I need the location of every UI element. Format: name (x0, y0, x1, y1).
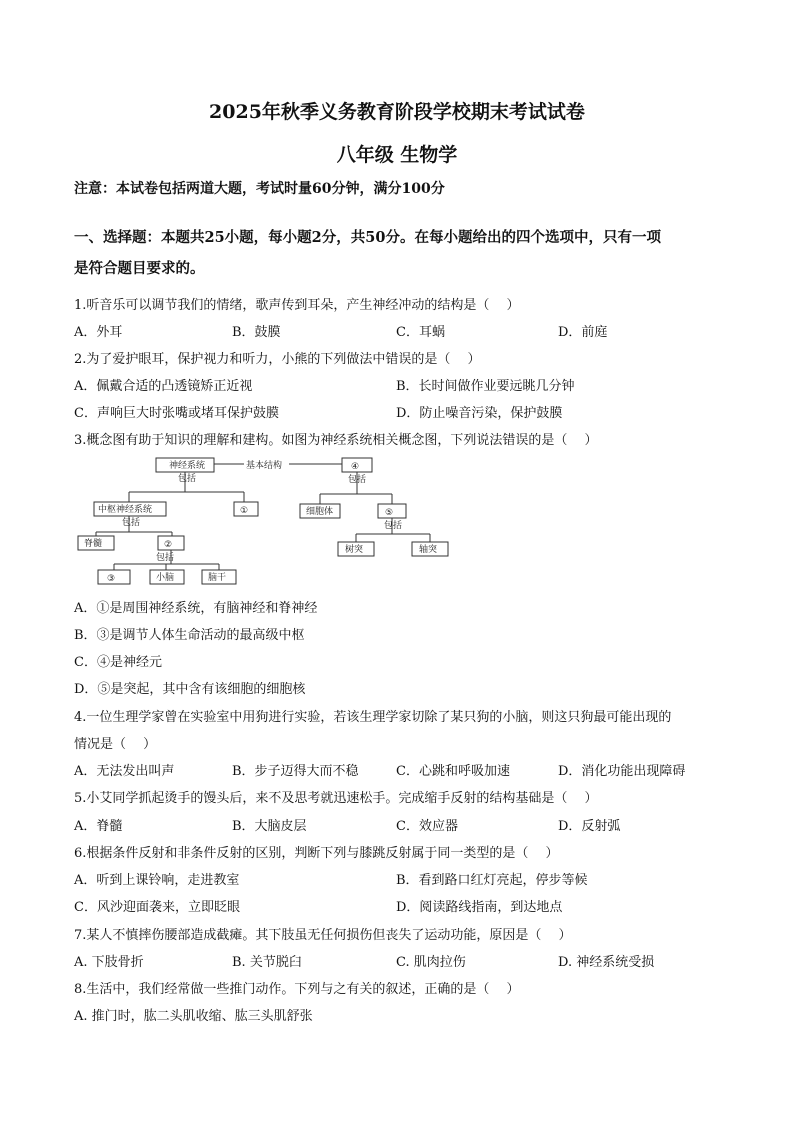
question-4-stem: 4.一位生理学家曾在实验室中用狗进行实验，若该生理学家切除了某只狗的小脑，则这只狗最可能出现的 (74, 710, 672, 725)
question-5-option-c: C．效应器 (396, 819, 458, 834)
question-2-stem: 2.为了爱护眼耳，保护视力和听力，小熊的下列做法中错误的是（ ） (74, 352, 481, 367)
question-4-option-d: D．消化功能出现障碍 (558, 764, 686, 779)
diagram-node-brainstem-label: 脑干 (208, 573, 227, 583)
question-2-option-b: B．长时间做作业要远眺几分钟 (396, 379, 575, 394)
exam-subtitle: 八年级 生物学 (336, 144, 458, 166)
question-4-option-c: C．心跳和呼吸加速 (396, 764, 510, 779)
question-4-option-b: B．步子迈得大而不稳 (232, 764, 359, 779)
diagram-node-dendrite-label: 树突 (345, 545, 364, 555)
section-heading-line1: 一、选择题：本题共25小题，每小题2分，共50分。在每小题给出的四个选项中，只有一项 (74, 229, 661, 246)
question-7-option-b: B. 关节脱臼 (232, 955, 302, 970)
question-8-stem: 8.生活中，我们经常做一些推门动作。下列与之有关的叙述，正确的是（ ） (74, 982, 520, 997)
question-1-option-d: D．前庭 (558, 325, 608, 340)
question-3-option-c: C．④是神经元 (74, 655, 162, 670)
diagram-node-nervous-system-label: 神经系统 (169, 461, 206, 471)
question-3-stem: 3.概念图有助于知识的理解和建构。如图为神经系统相关概念图，下列说法错误的是（ ） (74, 433, 598, 448)
nervous-system-concept-map (74, 452, 454, 590)
diagram-node-central-label: 中枢神经系统 (98, 505, 153, 515)
question-7-stem: 7.某人不慎摔伤腰部造成截瘫。其下肢虽无任何损伤但丧失了运动功能，原因是（ ） (74, 928, 572, 943)
question-6-option-a: A．听到上课铃响，走进教室 (74, 873, 240, 888)
question-4-stem-continued: 情况是（ ） (74, 737, 157, 752)
question-1-option-a: A．外耳 (74, 325, 123, 340)
diagram-node-spinal-cord-label: 脊髓 (84, 539, 103, 549)
question-4-option-a: A．无法发出叫声 (74, 764, 175, 779)
question-7-option-c: C. 肌肉拉伤 (396, 955, 466, 970)
question-2-option-d: D．防止噪音污染，保护鼓膜 (396, 406, 563, 421)
section-heading-line2: 是符合题目要求的。 (74, 260, 205, 277)
diagram-node-1-label: ① (240, 506, 249, 516)
question-1-option-c: C．耳蜗 (396, 325, 445, 340)
exam-title: 2025年秋季义务教育阶段学校期末考试试卷 (209, 101, 585, 123)
question-5-option-a: A．脊髓 (74, 819, 123, 834)
question-6-option-b: B．看到路口红灯亮起，停步等候 (396, 873, 588, 888)
diagram-node-3-label: ③ (107, 574, 116, 584)
diagram-include-label: 包括 (178, 474, 197, 484)
question-5-option-b: B．大脑皮层 (232, 819, 307, 834)
diagram-node-2-label: ② (164, 540, 173, 550)
diagram-node-4-label: ④ (351, 462, 360, 472)
diagram-node-cerebellum-label: 小脑 (156, 573, 175, 583)
exam-note: 注意：本试卷包括两道大题，考试时量60分钟，满分100分 (74, 181, 445, 197)
question-3-option-b: B．③是调节人体生命活动的最高级中枢 (74, 628, 305, 643)
question-1-option-b: B．鼓膜 (232, 325, 281, 340)
diagram-node-axon-label: 轴突 (419, 545, 438, 555)
diagram-node-cell-body-label: 细胞体 (306, 507, 334, 517)
question-7-option-a: A. 下肢骨折 (74, 955, 144, 970)
diagram-include-label: 包括 (384, 521, 403, 531)
question-3-option-a: A．①是周围神经系统，有脑神经和脊神经 (74, 601, 318, 616)
question-7-option-d: D. 神经系统受损 (558, 955, 655, 970)
diagram-top-label: 基本结构 (246, 461, 283, 471)
diagram-include-label: 包括 (122, 518, 141, 528)
question-5-stem: 5.小艾同学抓起烫手的馒头后，来不及思考就迅速松手。完成缩手反射的结构基础是（ ） (74, 791, 598, 806)
question-5-option-d: D．反射弧 (558, 819, 621, 834)
question-6-option-d: D．阅读路线指南，到达地点 (396, 900, 563, 915)
question-8-option-a: A. 推门时，肱二头肌收缩、肱三头肌舒张 (74, 1009, 313, 1024)
question-6-stem: 6.根据条件反射和非条件反射的区别，判断下列与膝跳反射属于同一类型的是（ ） (74, 846, 559, 861)
diagram-node-5-label: ⑤ (385, 508, 394, 518)
question-6-option-c: C．风沙迎面袭来，立即眨眼 (74, 900, 240, 915)
question-2-option-c: C．声响巨大时张嘴或堵耳保护鼓膜 (74, 406, 279, 421)
question-3-option-d: D．⑤是突起，其中含有该细胞的细胞核 (74, 682, 306, 697)
diagram-include-label: 包括 (348, 475, 367, 485)
diagram-include-label: 包括 (156, 553, 175, 563)
question-1-stem: 1.听音乐可以调节我们的情绪，歌声传到耳朵，产生神经冲动的结构是（ ） (74, 298, 520, 313)
question-2-option-a: A．佩戴合适的凸透镜矫正近视 (74, 379, 253, 394)
